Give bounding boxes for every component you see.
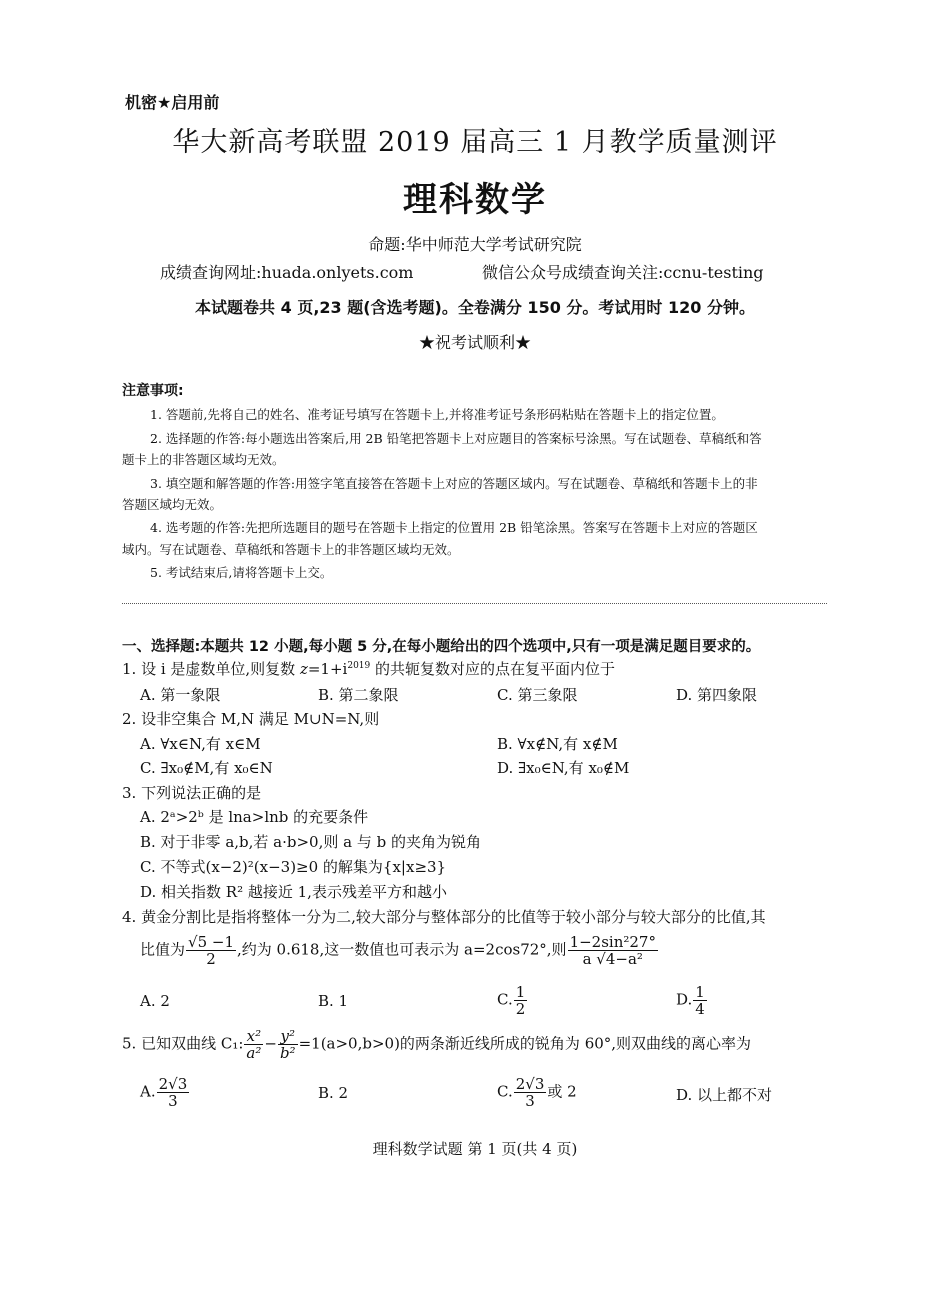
notice-item: 3. 填空题和解答题的作答:用签字笔直接答在答题卡上对应的答题区域内。写在试题卷、草稿纸和答题卡上的非 [150,476,758,491]
question-3-option-d: D. 相关指数 R² 越接近 1,表示残差平方和越小 [140,883,447,901]
question-5-option-a: A. $\frac{2√3}{3}$ [140,1075,188,1110]
notice-title: 注意事项: [122,383,184,399]
wechat-line: 微信公众号成绩查询关注:ccnu-testing [482,263,764,282]
question-1-stem: 1. 设 i 是虚数单位,则复数 $z=1+i^{2019}$ 的共轭复数对应的点在复平面内位于 [122,660,616,678]
question-2-stem: 2. 设非空集合 M,N 满足 M∪N=N,则 [122,710,380,728]
section-heading: 一、选择题:本题共 12 小题,每小题 5 分,在每小题给出的四个选项中,只有一项是满足题目要求的。 [122,639,761,655]
question-1-option-b: B. 第二象限 [318,686,399,704]
notice-item: 域内。写在试题卷、草稿纸和答题卡上的非答题区域均无效。 [122,542,460,557]
page-footer: 理科数学试题 第 1 页(共 4 页) [372,1140,578,1158]
question-5-option-c: C. $\frac{2√3}{3}$ 或 2 [497,1075,577,1110]
question-5-option-b: B. 2 [318,1084,349,1102]
score-site: 成绩查询网址:huada.onlyets.com [160,263,414,282]
question-2-option-a: A. ∀x∈N,有 x∈M [140,735,261,753]
notice-item: 5. 考试结束后,请将答题卡上交。 [150,565,333,580]
good-luck: ★祝考试顺利★ [418,333,531,352]
author-line: 命题:华中师范大学考试研究院 [368,235,582,254]
question-3-stem: 3. 下列说法正确的是 [122,784,262,802]
question-5-option-d: D. 以上都不对 [676,1086,773,1104]
notice-item: 1. 答题前,先将自己的姓名、准考证号填写在答题卡上,并将准考证号条形码粘贴在答题卡上的指定位置。 [150,407,724,422]
question-1-option-d: D. 第四象限 [676,686,758,704]
exam-info: 本试题卷共 4 页,23 题(含选考题)。全卷满分 150 分。考试用时 120 分钟。 [195,298,755,317]
question-2-option-c: C. ∃x₀∉M,有 x₀∈N [140,759,273,777]
notice-item: 2. 选择题的作答:每小题选出答案后,用 2B 铅笔把答题卡上对应题目的答案标号涂黑。写在试题卷、草稿纸和答 [150,431,762,446]
notice-item: 答题区域均无效。 [122,497,223,512]
question-4-option-c: C. $\frac{1}{2}$ [497,983,526,1018]
notice-item: 题卡上的非答题区域均无效。 [122,452,285,467]
question-3-option-c: C. 不等式(x−2)²(x−3)≥0 的解集为{x|x≥3} [140,858,447,876]
subject-title: 理科数学 [403,180,547,220]
question-1-option-c: C. 第三象限 [497,686,578,704]
question-4-line-1: 4. 黄金分割比是指将整体一分为二,较大部分与整体部分的比值等于较小部分与较大部分的比值,其 [122,908,766,926]
ratio-fraction: $\frac{√5 -1}{2}$ [188,933,234,968]
question-2-option-b: B. ∀x∉N,有 x∉M [497,735,618,753]
confidential-label: 机密★启用前 [125,93,220,112]
question-1-option-a: A. 第一象限 [140,686,221,704]
question-4-option-b: B. 1 [318,992,349,1010]
question-4-option-d: D. $\frac{1}{4}$ [676,983,705,1018]
question-3-option-a: A. 2ᵃ>2ᵇ 是 lna>lnb 的充要条件 [140,808,369,826]
question-5-stem: 5. 已知双曲线 C₁: $\frac{\text{x²}}{\text{a²}}$ − $\frac{\text{y²}}{\text{b²}}$ =1(a>0,b>0)的两条渐近线所成的锐角为 60°,则双曲线的离心率为 [122,1027,752,1062]
question-2-option-d: D. ∃x₀∈N,有 x₀∉M [497,759,630,777]
question-3-option-b: B. 对于非零 a,b,若 a·b>0,则 a 与 b 的夹角为锐角 [140,833,481,851]
alliance-title: 华大新高考联盟 2019 届高三 1 月教学质量测评 [172,127,778,158]
question-4-option-a: A. 2 [140,992,170,1010]
notice-item: 4. 选考题的作答:先把所选题目的题号在答题卡上指定的位置用 2B 铅笔涂黑。答案写在答题卡上对应的答题区 [150,520,758,535]
question-4-line-2: 比值为 $\frac{√5 -1}{2}$ ,约为 0.618,这一数值也可表示为 a=2cos72°,则 $\frac{\text{1−2sin²27°}}{\text{a √4−a²}}$ [140,933,656,968]
divider [122,603,827,604]
expression-fraction: $\frac{\text{1−2sin²27°}}{\text{a √4−a²}}$ [569,933,656,968]
